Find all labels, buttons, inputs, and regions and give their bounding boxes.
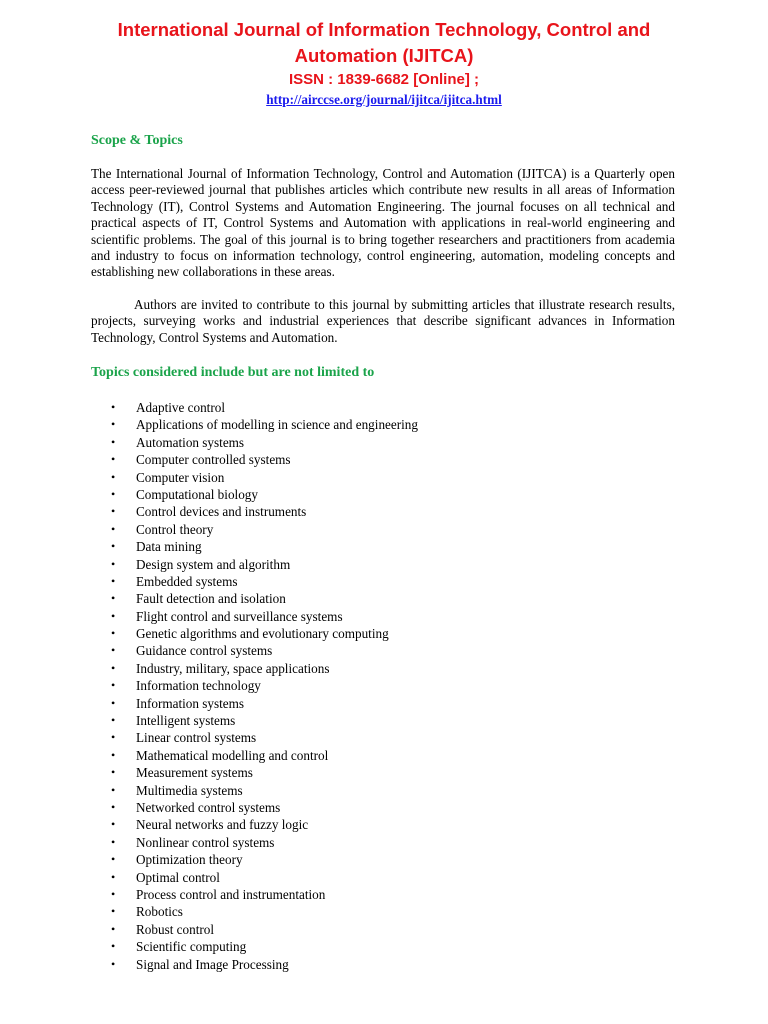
bullet-icon: •: [111, 626, 116, 641]
journal-url-link[interactable]: http://airccse.org/journal/ijitca/ijitca.html: [266, 92, 502, 107]
topic-label: Scientific computing: [136, 939, 247, 955]
topic-label: Computer controlled systems: [136, 452, 291, 468]
bullet-icon: •: [111, 434, 116, 449]
topic-label: Signal and Image Processing: [136, 956, 289, 972]
bullet-icon: •: [111, 486, 116, 501]
bullet-icon: •: [111, 521, 116, 536]
topic-label: Computational biology: [136, 486, 258, 502]
bullet-icon: •: [111, 765, 116, 780]
topic-label: Mathematical modelling and control: [136, 747, 329, 763]
topic-label: Flight control and surveillance systems: [136, 608, 343, 624]
topic-label: Design system and algorithm: [136, 556, 291, 572]
topic-label: Genetic algorithms and evolutionary computing: [136, 626, 389, 642]
topic-label: Applications of modelling in science and engineering: [136, 417, 418, 433]
topic-label: Control devices and instruments: [136, 504, 307, 520]
journal-title-line-2: Automation (IJITCA): [294, 45, 474, 66]
topic-label: Industry, military, space applications: [136, 660, 330, 676]
bullet-icon: •: [111, 591, 116, 606]
topic-label: Multimedia systems: [136, 782, 243, 798]
topic-label: Measurement systems: [136, 765, 253, 781]
scope-heading: Scope & Topics: [91, 133, 183, 148]
bullet-icon: •: [111, 469, 116, 484]
topic-label: Process control and instrumentation: [136, 886, 326, 902]
topic-label: Computer vision: [136, 469, 225, 485]
bullet-icon: •: [111, 852, 116, 867]
topic-label: Adaptive control: [136, 400, 225, 415]
bullet-icon: •: [111, 904, 116, 919]
bullet-icon: •: [111, 834, 116, 849]
bullet-icon: •: [111, 695, 116, 710]
bullet-icon: •: [111, 643, 116, 658]
bullet-icon: •: [111, 678, 116, 693]
scope-paragraph-2: Authors are invited to contribute to this journal by submitting articles that illustrate research results, projects, surveying works and industrial experiences that describe significant advances in Information Technology, Control Systems and Automation.: [91, 297, 675, 345]
topic-label: Networked control systems: [136, 799, 281, 815]
bullet-icon: •: [111, 504, 116, 519]
topics-heading: Topics considered include but are not limited to: [91, 365, 375, 380]
issn-number: ISSN : 1839-6682 [Online] ;: [288, 71, 480, 88]
bullet-icon: •: [111, 730, 116, 745]
bullet-icon: •: [111, 573, 116, 588]
topic-label: Intelligent systems: [136, 713, 236, 729]
topic-label: Information systems: [136, 695, 245, 711]
bullet-icon: •: [111, 539, 116, 554]
topic-label: Robust control: [136, 921, 215, 937]
topic-label: Optimal control: [136, 869, 220, 885]
topic-label: Guidance control systems: [136, 643, 273, 659]
topic-label: Data mining: [136, 539, 202, 555]
bullet-icon: •: [111, 869, 116, 884]
journal-title-line-1: International Journal of Information Technology, Control and: [117, 19, 651, 40]
bullet-icon: •: [111, 556, 116, 571]
bullet-icon: •: [111, 799, 116, 814]
bullet-icon: •: [111, 956, 116, 971]
bullet-icon: •: [111, 921, 116, 936]
topic-label: Linear control systems: [136, 730, 257, 746]
topic-label: Automation systems: [136, 434, 245, 450]
topic-label: Neural networks and fuzzy logic: [136, 817, 309, 833]
bullet-icon: •: [111, 660, 116, 675]
topic-label: Embedded systems: [136, 573, 238, 589]
bullet-icon: •: [111, 452, 116, 467]
bullet-icon: •: [111, 400, 116, 414]
bullet-icon: •: [111, 939, 116, 954]
topic-label: Information technology: [136, 678, 261, 694]
scope-paragraph-1: The International Journal of Information Technology, Control and Automation (IJITCA) is a Quarterly open access peer-reviewed journal that publishes articles which contribute new results in all areas of Information Technology (IT), Control Systems and Automation Engineering. The journal focuses on all technical and practical aspects of IT, Control Systems and Automation with applications in real-world engineering and scientific problems. The goal of this journal is to bring together researchers and practitioners from academia and industry to focus on information technology, control engineering, automation, modeling concepts and establishing new collaborations in these areas.: [91, 166, 675, 280]
bullet-icon: •: [111, 417, 116, 432]
bullet-icon: •: [111, 886, 116, 901]
bullet-icon: •: [111, 747, 116, 762]
bullet-icon: •: [111, 817, 116, 832]
bullet-icon: •: [111, 782, 116, 797]
bullet-icon: •: [111, 713, 116, 728]
topic-label: Control theory: [136, 521, 214, 537]
topic-label: Robotics: [136, 904, 183, 920]
topic-label: Fault detection and isolation: [136, 591, 286, 607]
bullet-icon: •: [111, 608, 116, 623]
topic-label: Optimization theory: [136, 852, 243, 868]
topic-label: Nonlinear control systems: [136, 834, 275, 850]
